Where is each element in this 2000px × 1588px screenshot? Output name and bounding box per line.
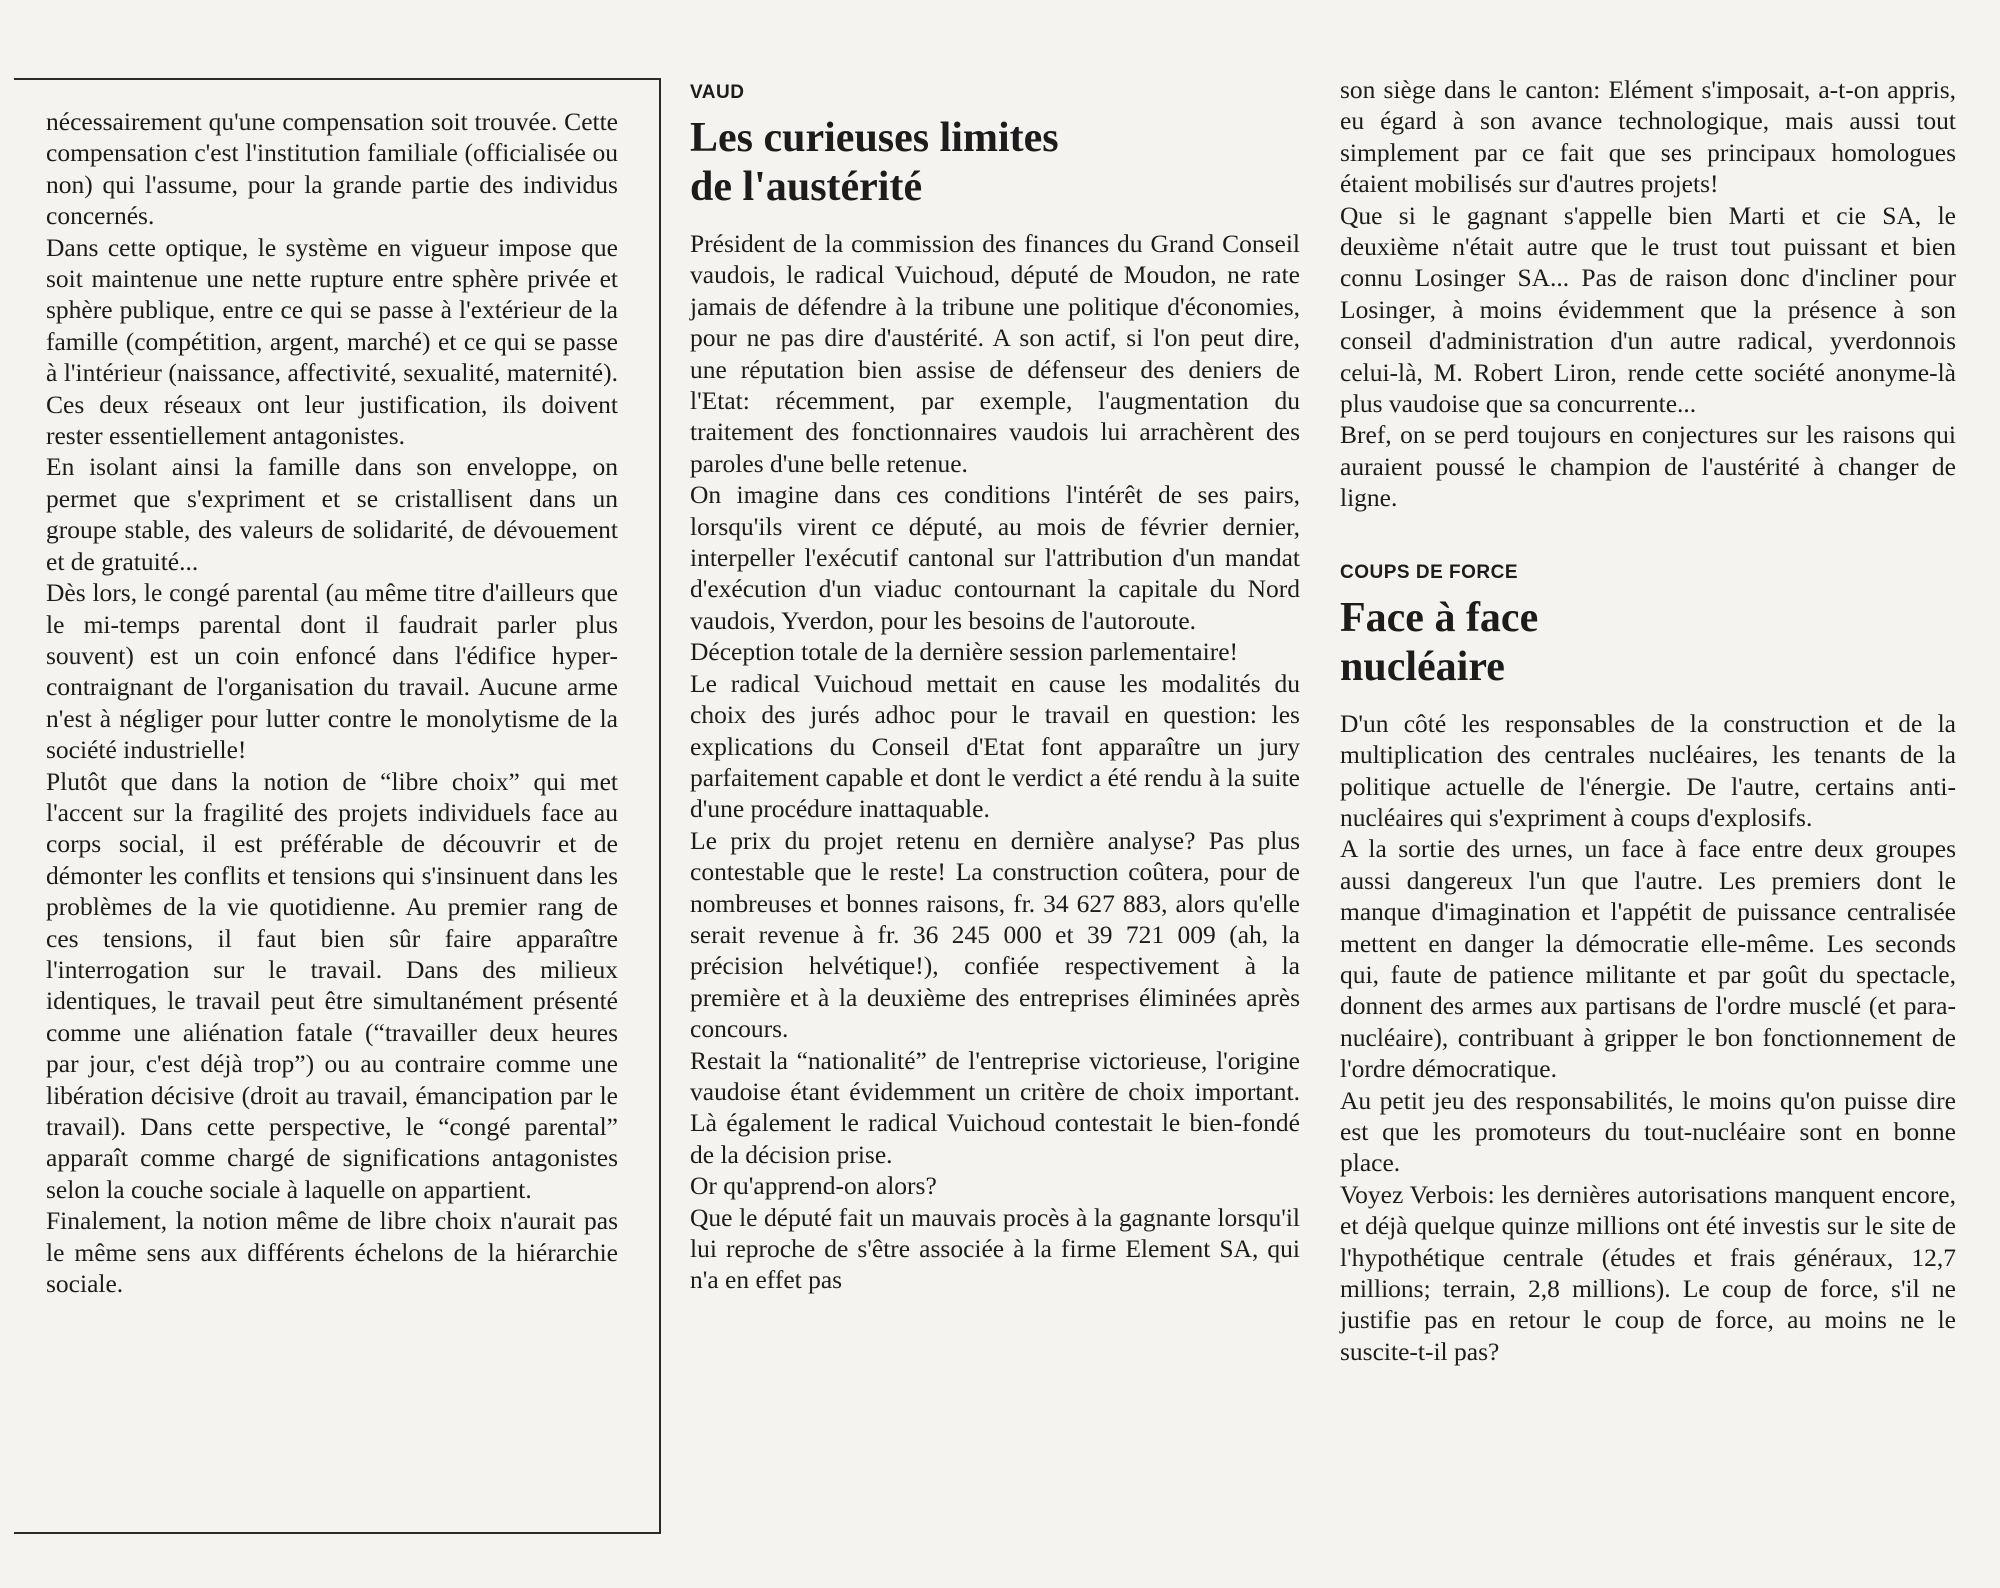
coups-paragraph-2: A la sortie des urnes, un face à face entre deux groupes aussi dangereux l'un que l'autre. Les premiers dont le manque d'imagination et l'appétit de puissance centralisée mettent en danger la démocratie elle-même. Les seconds qui, faute de patience militante et par goût du spectacle, donnent des armes aux partisans de l'ordre musclé (et para-nucléaire), contribuant à gripper le bon fonctionnement de l'ordre démocratique. — [1340, 834, 1956, 1084]
vaud-headline — [690, 114, 1300, 212]
coups-kicker: COUPS DE FORCE — [1340, 561, 1519, 583]
vaud-paragraph-7: Or qu'apprend-on alors? — [690, 1171, 937, 1201]
coups-headline-line-1: Face à face — [1340, 594, 1539, 641]
vaud-paragraph-8: Que le député fait un mauvais procès à la gagnante lorsqu'il lui reproche de s'être associée à la firme Element SA, qui n'a en effet pas — [690, 1202, 1300, 1295]
vaud-kicker: VAUD — [690, 82, 745, 103]
left-paragraph-4: Dès lors, le congé parental (au même titre d'ailleurs que le mi-temps parental dont il faudrait parler plus souvent) est un coin enfoncé dans l'édifice hyper-contraignant de l'organisation du travail. Aucune arme n'est à négliger pour lutter contre le monolytisme de la société industrielle! — [46, 578, 618, 765]
vaud-paragraph-2: On imagine dans ces conditions l'intérêt de ses pairs, lorsqu'ils virent ce député, au mois de février dernier, interpeller l'exécutif cantonal sur l'attribution d'un mandat d'exécution d'un viaduc contournant la capitale du Nord vaudois, Yverdon, pour les besoins de l'autoroute. — [690, 480, 1300, 635]
vaud-headline-line-1: Les curieuses limites — [690, 115, 1059, 161]
vaud-paragraph-4: Le radical Vuichoud mettait en cause les modalités du choix des jurés adhoc pour le travail en question: les explications du Conseil d'Etat font apparaître un jury parfaitement capable et dont le verdict a été rendu à la suite d'une procédure inattaquable. — [690, 668, 1300, 824]
coups-paragraph-1: D'un côté les responsables de la construction et de la multiplication des centrales nucléaires, les tenants de la politique actuelle de l'énergie. De l'autre, certains anti-nucléaires qui s'expriment à coups d'explosifs. — [1340, 708, 1956, 832]
left-paragraph-1: nécessairement qu'une compensation soit trouvée. Cette compensation c'est l'institution familiale (officialisée ou non) qui l'assume, pour la grande partie des individus concernés. — [46, 107, 618, 231]
vaud-article — [690, 74, 1300, 1296]
vaud-continued-paragraph-2: Que si le gagnant s'appelle bien Marti et cie SA, le deuxième n'était autre que le trust tout puissant et bien connu Losinger SA... Pas de raison donc d'incliner pour Losinger, à moins évidemment que la présence à son conseil d'administration d'un autre radical, yverdonnois celui-là, M. Robert Liron, rende cette société anonyme-là plus vaudoise que sa concurrente... — [1340, 200, 1956, 419]
vaud-paragraph-5: Le prix du projet retenu en dernière analyse? Pas plus contestable que le reste! La construction coûtera, pour de nombreuses et bonnes raisons, fr. 34 627 883, alors qu'elle serait revenue à fr. 36 245 000 et 39 721 009 (ah, la précision helvétique!), confiée respectivement à la première et à la deuxième des entreprises éliminées après concours. — [690, 825, 1300, 1044]
coups-headline — [1340, 594, 1956, 692]
coups-headline-line-2: nucléaire — [1340, 643, 1505, 690]
left-paragraph-2: Dans cette optique, le système en vigueur impose que soit maintenue une nette rupture entre sphère privée et sphère publique, entre ce qui se passe à l'extérieur de la famille (compétition, argent, marché) et ce qui se passe à l'intérieur (naissance, affectivité, sexualité, maternité). Ces deux réseaux ont leur justification, ils doivent rester essentiellement antagonistes. — [46, 232, 618, 451]
right-column — [1340, 74, 1956, 1367]
vaud-continued-paragraph-1: son siège dans le canton: Elément s'imposait, a-t-on appris, eu égard à son avance technologique, mais aussi tout simplement par ce fait que ses principaux homologues étaient mobilisés sur d'autres projets! — [1340, 75, 1956, 199]
article-separator — [1340, 514, 1956, 554]
left-paragraph-5: Plutôt que dans la notion de “libre choix” qui met l'accent sur la fragilité des projets individuels face au corps social, il est préférable de découvrir et de démonter les conflits et tensions qui s'insinuent dans les problèmes de la vie quotidienne. Au premier rang de ces tensions, il faut bien sûr faire apparaître l'interrogation sur le travail. Dans des milieux identiques, le travail peut être simultanément présenté comme une aliénation fatale (“travailler deux heures par jour, c'est déjà trop”) ou au contraire comme une libération décisive (droit au travail, émancipation par le travail). Dans cette perspective, le “congé parental” apparaît comme chargé de significations antagonistes selon la couche sociale à laquelle on appartient. — [46, 766, 618, 1204]
vaud-paragraph-3: Déception totale de la dernière session parlementaire! — [690, 637, 1239, 667]
vaud-paragraph-1: Président de la commission des finances du Grand Conseil vaudois, le radical Vuichoud, député de Moudon, ne rate jamais de défendre à la tribune une politique d'économies, pour ne pas dire d'austérité. A son actif, si l'on peut dire, une réputation bien assise de défenseur des deniers de l'Etat: récemment, par exemple, l'augmentation du traitement des fonctionnaires vaudois lui arrachèrent des paroles d'une belle retenue. — [690, 229, 1300, 478]
vaud-continued-paragraph-3: Bref, on se perd toujours en conjectures sur les raisons qui auraient poussé le champion de l'austérité à changer de ligne. — [1340, 420, 1956, 513]
vaud-paragraph-6: Restait la “nationalité” de l'entreprise victorieuse, l'origine vaudoise étant évidemment un critère de choix important. Là également le radical Vuichoud contestait le bien-fondé de la décision prise. — [690, 1045, 1300, 1169]
coups-paragraph-4: Voyez Verbois: les dernières autorisations manquent encore, et déjà quelque quinze millions ont été investis sur le site de l'hypothétique centrale (études et frais généraux, 12,7 millions; terrain, 2,8 millions). Le coup de force, s'il ne justifie pas en retour le coup de force, au moins ne le suscite-t-il pas? — [1340, 1179, 1956, 1366]
left-column — [46, 106, 618, 1299]
left-paragraph-3: En isolant ainsi la famille dans son enveloppe, on permet que s'expriment et se cristallisent dans un groupe stable, des valeurs de solidarité, de dévouement et de gratuité... — [46, 452, 618, 576]
left-paragraph-6: Finalement, la notion même de libre choix n'aurait pas le même sens aux différents échelons de la hiérarchie sociale. — [46, 1206, 618, 1299]
vaud-headline-line-2: de l'austérité — [690, 164, 923, 210]
coups-paragraph-3: Au petit jeu des responsabilités, le moins qu'on puisse dire est que les promoteurs du tout-nucléaire sont en bonne place. — [1340, 1085, 1956, 1178]
